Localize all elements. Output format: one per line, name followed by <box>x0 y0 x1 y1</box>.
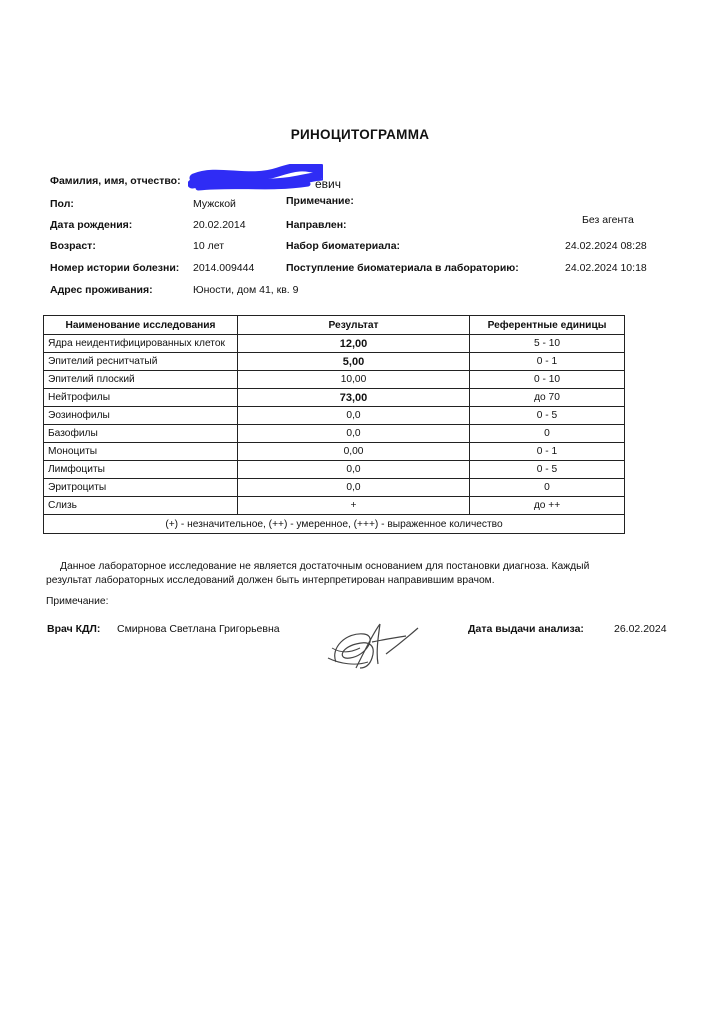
table-row <box>44 425 625 443</box>
doctor-value: Смирнова Светлана Григорьевна <box>117 623 280 635</box>
test-name-cell: Нейтрофилы <box>44 389 238 407</box>
reference-cell: до ++ <box>470 497 625 515</box>
issue-date-value: 26.02.2024 <box>614 623 667 635</box>
table-row <box>44 371 625 389</box>
arrival-label: Поступление биоматериала в лабораторию: <box>286 262 519 274</box>
referral-value: Без агента <box>582 214 634 226</box>
age-label: Возраст: <box>50 240 96 252</box>
disclaimer-line-1: Данное лабораторное исследование не является достаточным основанием для постановки диагноза. Каждый <box>60 561 590 572</box>
birth-date-value: 20.02.2014 <box>193 219 246 231</box>
test-name-cell: Базофилы <box>44 425 238 443</box>
sex-value: Мужской <box>193 198 236 210</box>
doctor-label: Врач КДЛ: <box>47 623 101 635</box>
header-result: Результат <box>238 316 470 335</box>
result-cell: 12,00 <box>238 335 470 353</box>
result-cell: 0,0 <box>238 479 470 497</box>
reference-cell: 0 - 5 <box>470 461 625 479</box>
reference-cell: 0 <box>470 425 625 443</box>
table-row <box>44 479 625 497</box>
table-header-row <box>44 316 625 335</box>
table-row <box>44 407 625 425</box>
table-row <box>44 443 625 461</box>
patient-name-label: Фамилия, имя, отчество: <box>50 175 181 187</box>
result-cell: 0,0 <box>238 407 470 425</box>
reference-cell: до 70 <box>470 389 625 407</box>
issue-date-label: Дата выдачи анализа: <box>468 623 584 635</box>
test-name-cell: Моноциты <box>44 443 238 461</box>
test-name-cell: Эпителий реснитчатый <box>44 353 238 371</box>
result-cell: 73,00 <box>238 389 470 407</box>
result-cell: 0,00 <box>238 443 470 461</box>
history-number-value: 2014.009444 <box>193 262 255 274</box>
arrival-value: 24.02.2024 10:18 <box>565 262 647 274</box>
reference-cell: 0 <box>470 479 625 497</box>
note-label-top: Примечание: <box>286 195 354 207</box>
result-cell: + <box>238 497 470 515</box>
legend-row <box>44 515 625 534</box>
reference-cell: 0 - 10 <box>470 371 625 389</box>
birth-date-label: Дата рождения: <box>50 219 133 231</box>
header-test-name: Наименование исследования <box>44 316 238 335</box>
table-row <box>44 353 625 371</box>
history-number-label: Номер истории болезни: <box>50 262 180 274</box>
report-title: РИНОЦИТОГРАММА <box>290 127 430 142</box>
disclaimer-note-label: Примечание: <box>46 596 109 607</box>
sex-label: Пол: <box>50 198 74 210</box>
test-name-cell: Лимфоциты <box>44 461 238 479</box>
test-name-cell: Ядра неидентифицированных клеток <box>44 335 238 353</box>
reference-cell: 0 - 1 <box>470 443 625 461</box>
test-name-cell: Эпителий плоский <box>44 371 238 389</box>
referral-label: Направлен: <box>286 219 347 231</box>
disclaimer-line-2: результат лабораторных исследований должен быть интерпретирован направившим врачом. <box>46 574 495 586</box>
table-row <box>44 389 625 407</box>
patient-name-value: евич <box>315 177 342 191</box>
table-row <box>44 461 625 479</box>
header-reference: Референтные единицы <box>470 316 625 335</box>
results-body <box>44 335 625 515</box>
test-name-cell: Эритроциты <box>44 479 238 497</box>
test-name-cell: Эозинофилы <box>44 407 238 425</box>
reference-cell: 0 - 1 <box>470 353 625 371</box>
result-cell: 10,00 <box>238 371 470 389</box>
collection-label: Набор биоматериала: <box>286 240 401 252</box>
result-cell: 5,00 <box>238 353 470 371</box>
table-row <box>44 497 625 515</box>
redaction-mark <box>188 164 323 192</box>
reference-cell: 0 - 5 <box>470 407 625 425</box>
collection-value: 24.02.2024 08:28 <box>565 240 647 252</box>
quantity-legend: (+) - незначительное, (++) - умеренное, (+++) - выраженное количество <box>44 515 625 534</box>
address-value: Юности, дом 41, кв. 9 <box>193 284 299 296</box>
table-row <box>44 335 625 353</box>
result-cell: 0,0 <box>238 461 470 479</box>
result-cell: 0,0 <box>238 425 470 443</box>
reference-cell: 5 - 10 <box>470 335 625 353</box>
address-label: Адрес проживания: <box>50 284 153 296</box>
results-table <box>43 315 625 534</box>
disclaimer <box>46 560 626 609</box>
test-name-cell: Слизь <box>44 497 238 515</box>
age-value: 10 лет <box>193 240 225 252</box>
doctor-signature <box>326 618 424 674</box>
